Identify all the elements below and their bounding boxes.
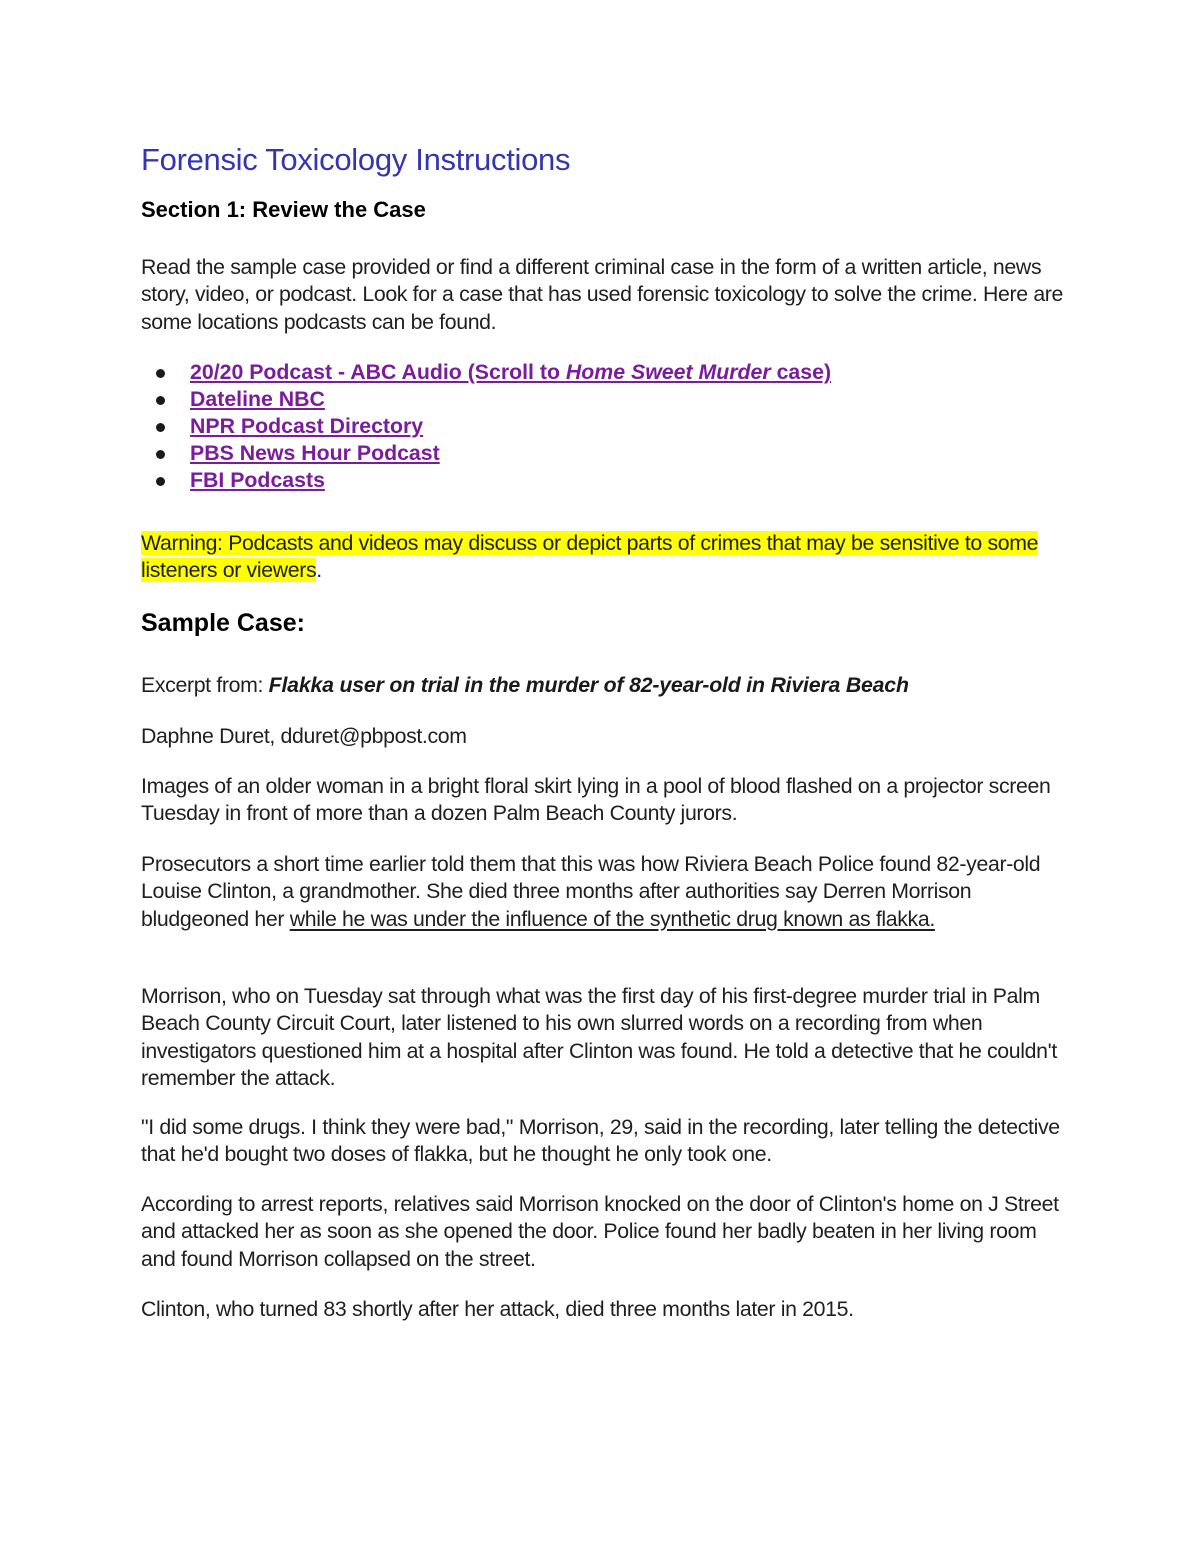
- article-title: Flakka user on trial in the murder of 82-year-old in Riviera Beach: [268, 673, 909, 697]
- bullet-icon: [156, 369, 165, 378]
- bullet-icon: [156, 450, 165, 459]
- list-item: [141, 386, 831, 413]
- article-paragraph-3: Morrison, who on Tuesday sat through what was the first day of his first-degree murder trial in Palm Beach County Circuit Court, later listened to his own slurred words on a recording from when investigators questioned him at a hospital after Clinton was found. He told a detective that he couldn't remember the attack.: [141, 984, 1057, 1090]
- link-pbs-news-hour-podcast[interactable]: PBS News Hour Podcast: [190, 441, 440, 465]
- excerpt-line: [141, 672, 1071, 699]
- link-label-prefix: 20/20 Podcast - ABC Audio (Scroll to: [190, 360, 566, 384]
- paragraph-2-text: Prosecutors a short time earlier told them that this was how Riviera Beach Police found 82-year-old Louise Clinton, a grandmother. She died three months after authorities say Derren Morrison bludgeoned her: [141, 852, 1041, 931]
- link-npr-podcast-directory[interactable]: NPR Podcast Directory: [190, 414, 424, 438]
- intro-paragraph: Read the sample case provided or find a different criminal case in the form of a written article, news story, video, or podcast. Look for a case that has used forensic toxicology to solve the crime. Here are some locations podcasts can be found.: [141, 255, 1064, 334]
- bullet-icon: [156, 396, 165, 405]
- list-item: [141, 467, 831, 494]
- article-paragraph-1: Images of an older woman in a bright floral skirt lying in a pool of blood flashed on a projector screen Tuesday in front of more than a dozen Palm Beach County jurors.: [141, 774, 1051, 826]
- list-item: [141, 440, 831, 467]
- article-paragraph-2: [141, 851, 1071, 933]
- list-item: [141, 359, 831, 386]
- bullet-icon: [156, 477, 165, 486]
- link-fbi-podcasts[interactable]: FBI Podcasts: [190, 468, 325, 492]
- link-dateline-nbc[interactable]: Dateline NBC: [190, 387, 325, 411]
- list-item: [141, 413, 831, 440]
- byline: Daphne Duret, dduret@pbpost.com: [141, 724, 467, 748]
- document-title: Forensic Toxicology Instructions: [141, 142, 571, 177]
- warning-period: .: [316, 558, 322, 583]
- article-paragraph-6: Clinton, who turned 83 shortly after her attack, died three months later in 2015.: [141, 1297, 854, 1321]
- underlined-phrase: while he was under the influence of the synthetic drug known as flakka.: [289, 906, 935, 931]
- excerpt-label: Excerpt from:: [141, 673, 269, 697]
- warning-highlight: Warning: Podcasts and videos may discuss or depict parts of crimes that may be sensitive to some listeners or viewers: [141, 531, 1039, 583]
- link-abc-2020-podcast[interactable]: [190, 360, 831, 384]
- podcast-links-list: [141, 359, 831, 494]
- link-label-italic: Home Sweet Murder: [565, 360, 771, 384]
- link-label-suffix: case): [770, 360, 832, 384]
- section-heading: Section 1: Review the Case: [141, 197, 426, 222]
- sample-case-heading: Sample Case:: [141, 609, 305, 637]
- article-paragraph-5: According to arrest reports, relatives said Morrison knocked on the door of Clinton's home on J Street and attacked her as soon as she opened the door. Police found her badly beaten in her living room and found Morrison collapsed on the street.: [141, 1192, 1059, 1271]
- article-paragraph-4: "I did some drugs. I think they were bad," Morrison, 29, said in the recording, later telling the detective that he'd bought two doses of flakka, but he thought he only took one.: [141, 1115, 1060, 1167]
- warning-paragraph: [141, 530, 1041, 585]
- bullet-icon: [156, 423, 165, 432]
